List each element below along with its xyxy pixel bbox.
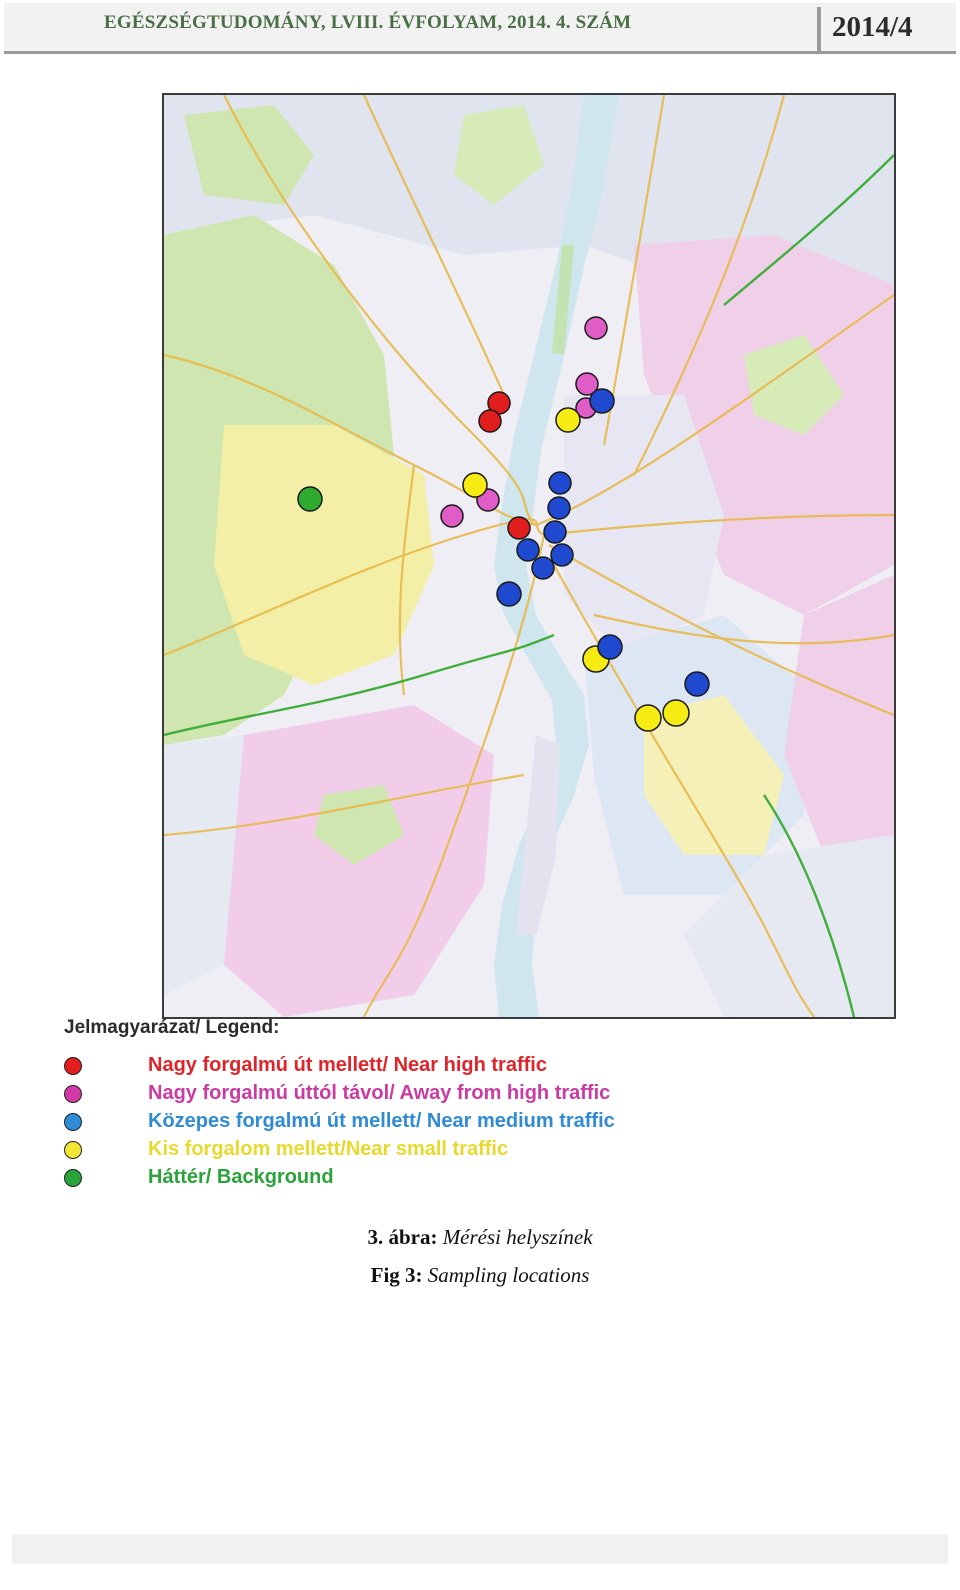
city-map (164, 95, 894, 1017)
legend-dot (64, 1057, 82, 1075)
point-medium-traffic (544, 521, 566, 543)
map-legend (64, 1017, 764, 1197)
legend-item-background (64, 1164, 764, 1190)
point-medium-traffic (549, 472, 571, 494)
point-small-traffic (556, 408, 580, 432)
point-background (298, 487, 322, 511)
legend-item-high-traffic (64, 1052, 764, 1078)
point-medium-traffic (685, 672, 709, 696)
point-high-traffic (479, 410, 501, 432)
header-divider (817, 7, 821, 51)
caption-en-text: Sampling locations (427, 1263, 590, 1287)
point-small-traffic (635, 705, 661, 731)
point-medium-traffic (551, 544, 573, 566)
legend-item-medium-traffic (64, 1108, 764, 1134)
caption-english (0, 1260, 960, 1298)
legend-label: Nagy forgalmú úttól távol/ Away from high traffic (148, 1082, 611, 1104)
caption-hu-text: Mérési helyszínek (442, 1225, 593, 1249)
legend-label: Nagy forgalmú út mellett/ Near high traffic (148, 1054, 547, 1076)
sampling-locations-map (162, 93, 896, 1019)
issue-number: 2014/4 (832, 11, 913, 43)
caption-hu-label: 3. ábra: (367, 1225, 438, 1249)
journal-title: EGÉSZSÉGTUDOMÁNY, LVIII. ÉVFOLYAM, 2014. 4. SZÁM (104, 12, 632, 33)
point-medium-traffic (532, 557, 554, 579)
legend-label: Háttér/ Background (148, 1166, 334, 1188)
point-small-traffic (463, 473, 487, 497)
legend-dot (64, 1169, 82, 1187)
point-small-traffic (663, 700, 689, 726)
legend-title: Jelmagyarázat/ Legend: (64, 1017, 280, 1038)
page-footer (12, 1534, 948, 1564)
legend-item-small-traffic (64, 1136, 764, 1162)
caption-en-label: Fig 3: (370, 1263, 423, 1287)
figure-caption (0, 1222, 960, 1298)
legend-dot (64, 1141, 82, 1159)
point-medium-traffic (548, 497, 570, 519)
legend-dot (64, 1085, 82, 1103)
caption-hungarian (0, 1222, 960, 1260)
legend-label: Közepes forgalmú út mellett/ Near medium traffic (148, 1110, 615, 1132)
legend-item-away-from-high-traffic (64, 1080, 764, 1106)
legend-dot (64, 1113, 82, 1131)
point-away-from-high-traffic (585, 317, 607, 339)
page-header (4, 3, 956, 54)
point-medium-traffic (497, 582, 521, 606)
legend-label: Kis forgalom mellett/Near small traffic (148, 1138, 509, 1160)
point-medium-traffic (517, 539, 539, 561)
point-away-from-high-traffic (441, 505, 463, 527)
point-high-traffic (508, 517, 530, 539)
point-medium-traffic (590, 389, 614, 413)
point-medium-traffic (598, 635, 622, 659)
